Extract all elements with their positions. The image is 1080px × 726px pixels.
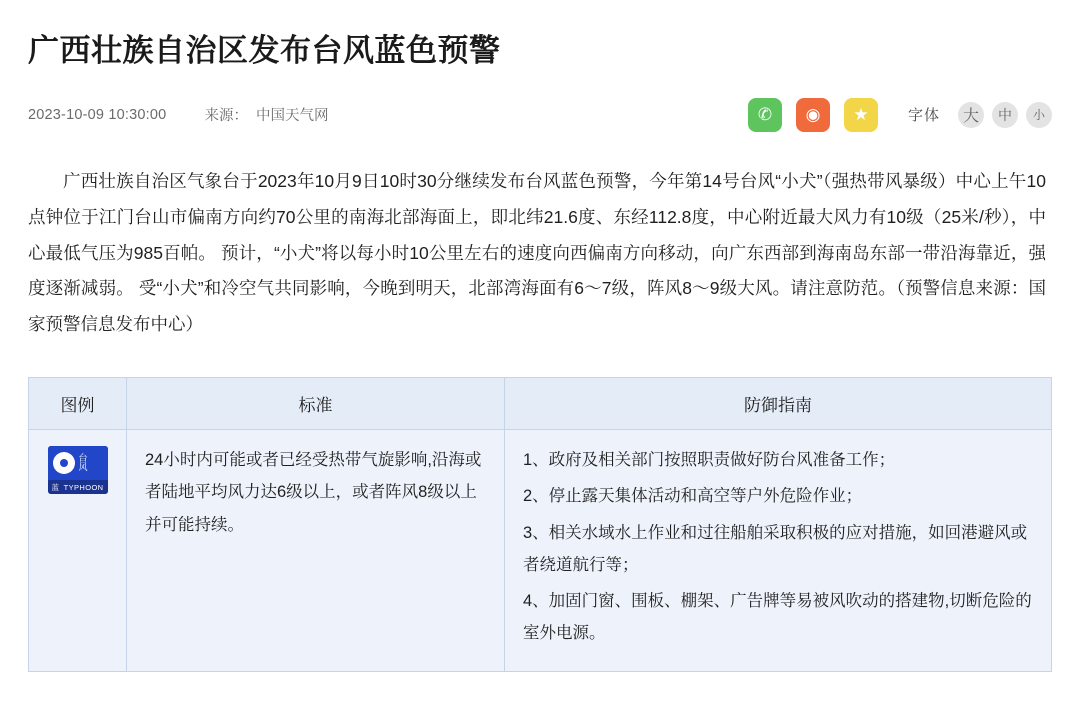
font-size-controls [908, 102, 1052, 128]
article-body: 广西壮族自治区气象台于2023年10月9日10时30分继续发布台风蓝色预警，今年第14号台风“小犬”（强热带风暴级）中心上午10点钟位于江门台山市偏南方向约70公里的南海北部海面上，即北纬21.6度、东经112.8度，中心附近最大风力有10级（25米/秒），中心最低气压为985百帕。 预计，“小犬”将以每小时10公里左右的速度向西偏南方向移动，向广东西部到海南岛东部一带沿海靠近，强度逐渐减弱。 受“小犬”和冷空气共同影响，今晚到明天，北部湾海面有6～7级，阵风8～9级大风。请注意防范。（预警信息来源：国家预警信息发布中心） [28, 170, 1046, 335]
table-cell-icon [29, 430, 127, 672]
typhoon-icon-chinese [79, 454, 88, 473]
favorite-button[interactable] [844, 98, 878, 132]
source-label: 来源： [204, 108, 248, 125]
publish-date: 2023-10-09 10:30:00 [28, 106, 167, 123]
typhoon-icon-top [48, 446, 108, 480]
weibo-icon: ◉ [805, 105, 821, 125]
font-size-large-button[interactable]: 大 [958, 102, 984, 128]
typhoon-blue-warning-icon [48, 446, 108, 494]
weibo-share-button[interactable] [796, 98, 830, 132]
guide-line-3: 3、相关水域水上作业和过往船舶采取积极的应对措施，如回港避风或者绕道航行等； [523, 523, 1028, 574]
share-icons [748, 98, 878, 132]
guide-line-2: 2、停止露天集体活动和高空等户外危险作业； [523, 487, 863, 506]
table-header-icon: 图例 [29, 378, 127, 430]
meta-bar [28, 98, 1052, 132]
source-value: 中国天气网 [255, 108, 329, 125]
meta-right [748, 98, 1052, 132]
typhoon-icon-bottom [48, 480, 108, 494]
wechat-share-button[interactable] [748, 98, 782, 132]
typhoon-level-en: TYPHOON [63, 482, 104, 492]
table-header-row [29, 378, 1052, 430]
table-cell-guide [505, 430, 1052, 672]
table-header-guide: 防御指南 [505, 378, 1052, 430]
article-page [0, 18, 1080, 726]
font-size-medium-button[interactable]: 中 [992, 102, 1018, 128]
wechat-icon: ✆ [757, 105, 773, 125]
star-icon: ★ [853, 105, 869, 125]
table-cell-standard: 24小时内可能或者已经受热带气旋影响,沿海或者陆地平均风力达6级以上，或者阵风8级以上并可能持续。 [127, 430, 505, 672]
font-size-label: 字体 [907, 107, 940, 125]
page-title: 广西壮族自治区发布台风蓝色预警 [28, 33, 501, 68]
typhoon-char-1: 台 [78, 452, 88, 463]
cyclone-swirl-icon [53, 452, 75, 474]
meta-left [28, 104, 328, 125]
table-header-standard: 标准 [127, 378, 505, 430]
font-size-small-button[interactable]: 小 [1026, 102, 1052, 128]
typhoon-char-2: 风 [78, 462, 88, 473]
table-row [29, 430, 1052, 672]
guide-line-1: 1、政府及相关部门按照职责做好防台风准备工作； [523, 451, 896, 470]
guide-line-4: 4、加固门窗、围板、棚架、广告牌等易被风吹动的搭建物,切断危险的室外电源。 [523, 591, 1032, 643]
typhoon-level-cn: 蓝 [51, 482, 60, 492]
warning-table [28, 377, 1052, 672]
